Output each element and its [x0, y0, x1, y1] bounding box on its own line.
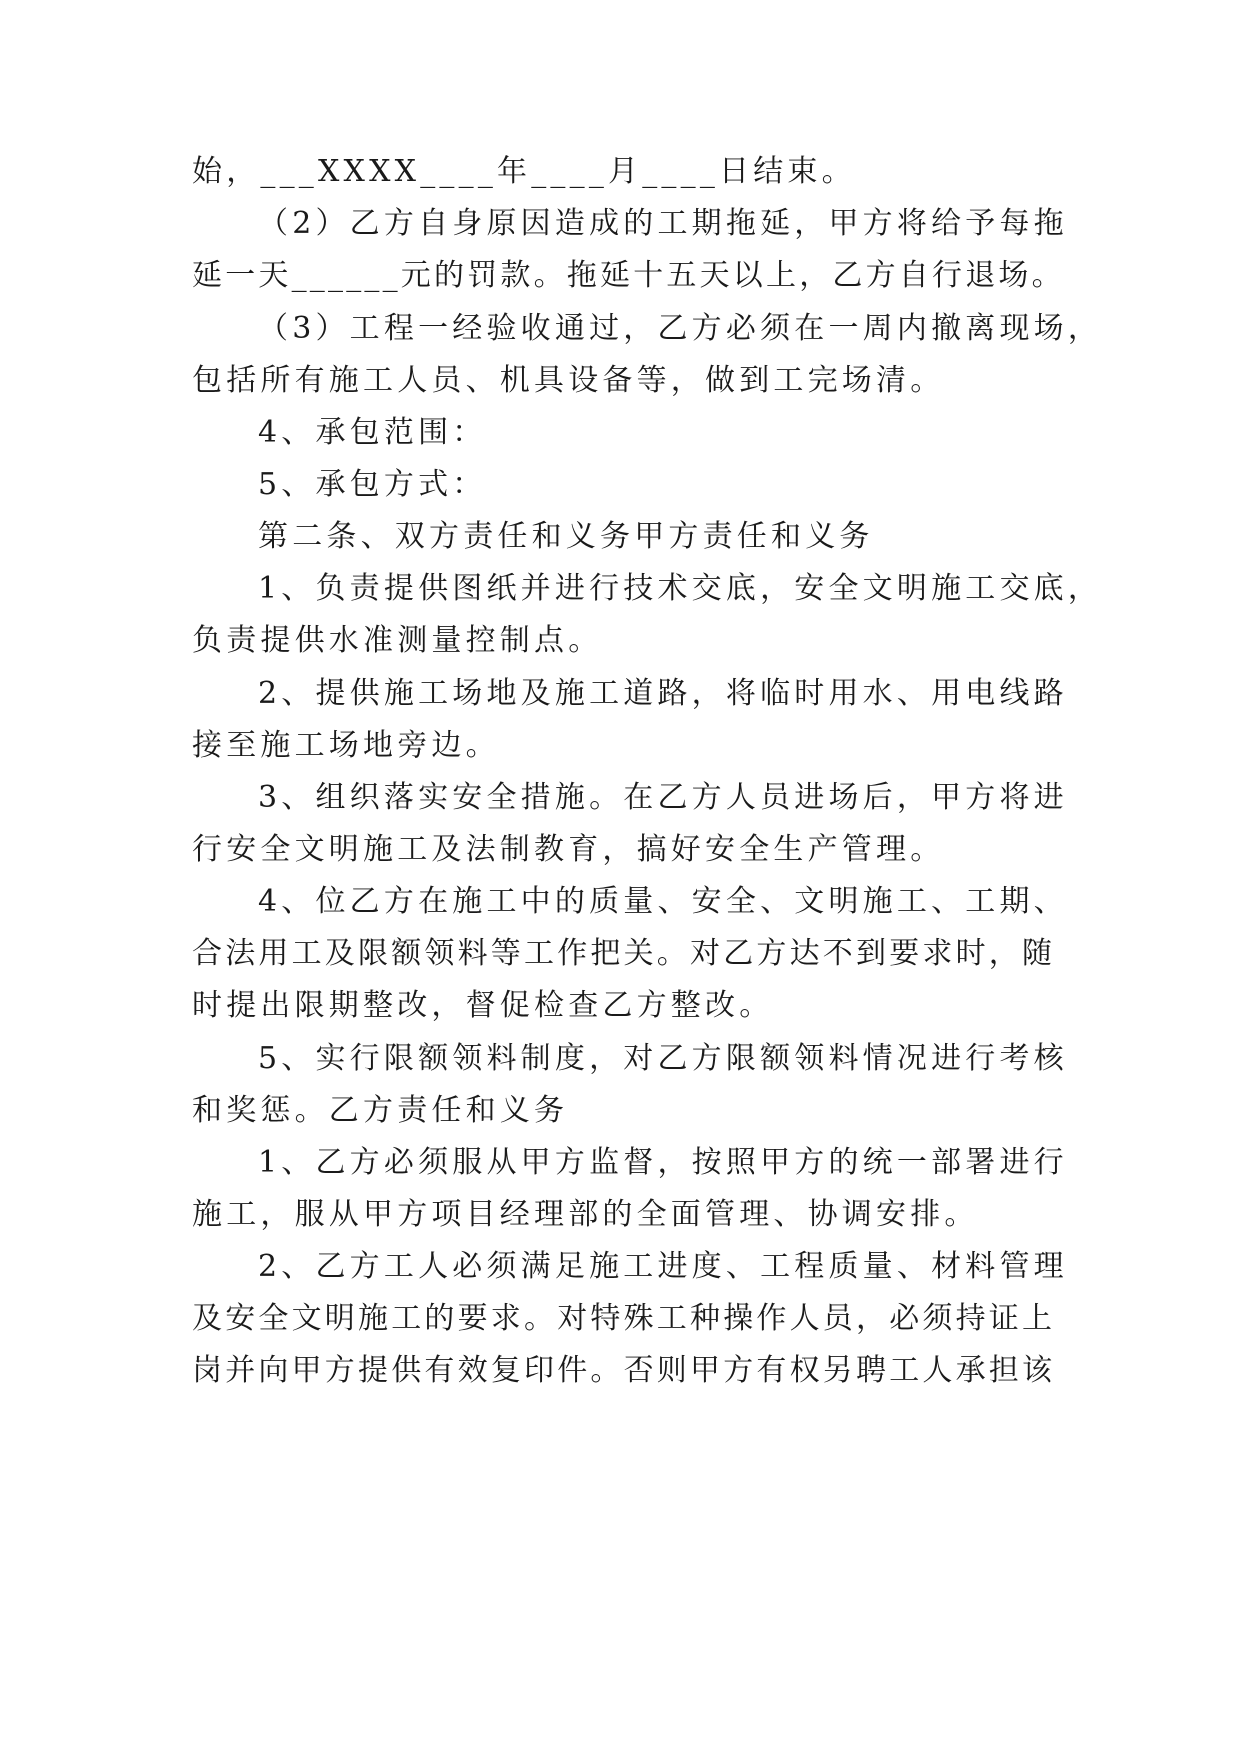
text-line-8: 第二条、双方责任和义务甲方责任和义务: [258, 519, 874, 554]
text-line-14: 行安全文明施工及法制教育，搞好安全生产管理。: [192, 832, 945, 867]
text-line-5: 包括所有施工人员、机具设备等，做到工完场清。: [192, 363, 945, 398]
text-line-15: 4、位乙方在施工中的质量、安全、文明施工、工期、: [258, 884, 1068, 919]
text-line-12: 接至施工场地旁边。: [192, 728, 500, 763]
text-line-22: 2、乙方工人必须满足施工进度、工程质量、材料管理: [258, 1249, 1068, 1284]
text-line-4: （3）工程一经验收通过，乙方必须在一周内撤离现场，: [258, 311, 1103, 346]
text-line-2: （2）乙方自身原因造成的工期拖延，甲方将给予每拖: [258, 206, 1068, 241]
text-line-9: 1、负责提供图纸并进行技术交底，安全文明施工交底，: [258, 571, 1103, 606]
text-line-13: 3、组织落实安全措施。在乙方人员进场后，甲方将进: [258, 780, 1068, 815]
text-line-16: 合法用工及限额领料等工作把关。对乙方达不到要求时，随: [192, 936, 1056, 971]
text-line-6: 4、承包范围：: [258, 415, 487, 450]
text-line-11: 2、提供施工场地及施工道路，将临时用水、用电线路: [258, 676, 1068, 711]
text-line-7: 5、承包方式：: [258, 467, 487, 502]
text-line-3: 延一天______元的罚款。拖延十五天以上，乙方自行退场。: [192, 258, 1065, 293]
text-line-20: 1、乙方必须服从甲方监督，按照甲方的统一部署进行: [258, 1145, 1068, 1180]
text-line-21: 施工，服从甲方项目经理部的全面管理、协调安排。: [192, 1197, 979, 1232]
text-line-24: 岗并向甲方提供有效复印件。否则甲方有权另聘工人承担该: [192, 1353, 1056, 1388]
text-line-17: 时提出限期整改，督促检查乙方整改。: [192, 988, 774, 1023]
text-line-23: 及安全文明施工的要求。对特殊工种操作人员，必须持证上: [192, 1301, 1056, 1336]
text-line-10: 负责提供水准测量控制点。: [192, 623, 603, 658]
text-line-1: 始，___XXXX____年____月____日结束。: [192, 154, 856, 189]
text-line-18: 5、实行限额领料制度，对乙方限额领料情况进行考核: [258, 1041, 1068, 1076]
text-line-19: 和奖惩。乙方责任和义务: [192, 1093, 569, 1128]
